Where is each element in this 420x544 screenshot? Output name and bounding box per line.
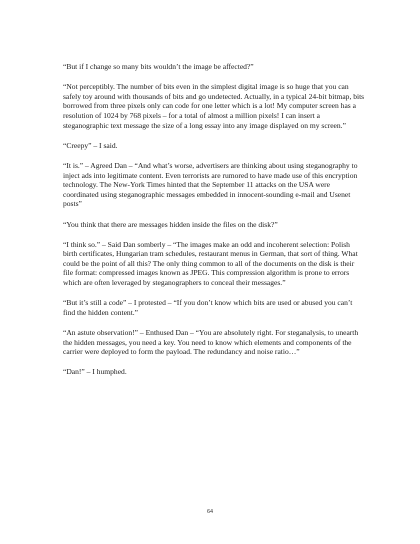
paragraph-6: “I think so.” – Said Dan somberly – “The images make an odd and incoherent selection: Polish birth certificates, Hungarian tram schedules, restaurant menus in German, that sort of thing. What could be the point of all this? The only thing common to all of the documents on the disk is their file format: compressed images known as JPEG. This compression algorithm is prone to errors which are often leveraged by steganographers to conceal their messages.”: [63, 239, 358, 288]
paragraph-2: “Not perceptibly. The number of bits even in the simplest digital image is so huge that you can safely toy around with thousands of bits and go undetected. Actually, in a typical 24-bit bitmap, bits borrowed from three pixels only can code for one letter which is a lot! My computer screen has a resolution of 1024 by 768 pixels – for a total of almost a million pixels! I can insert a steganographic text message the size of a long essay into any image displayed on my screen.”: [63, 82, 365, 130]
paragraph-3: “Creepy” – I said.: [63, 140, 118, 150]
paragraph-4: “It is.” – Agreed Dan – “And what’s worse, advertisers are thinking about using steganography to inject ads into legitimate content. Even terrorists are rumored to have made use of this encryption technology. The New-York Times hinted that the September 11 attacks on the USA were coordinated using steganographic messages embedded in innocent-sounding e-mail and Usenet posts”: [63, 160, 358, 209]
paragraph-1: “But if I change so many bits wouldn’t the image be affected?”: [63, 62, 254, 71]
page-number: 64: [206, 509, 214, 515]
body-text: [63, 62, 365, 388]
paragraph-7: “But it’s still a code” – I protested – “If you don’t know which bits are used or abused you can’t find the hidden content.”: [63, 298, 353, 317]
paragraph-5: “You think that there are messages hidden inside the files on the disk?”: [63, 219, 278, 229]
paragraph-9: “Dan!” – I humphed.: [63, 367, 127, 377]
paragraph-8: “An astute observation!” – Enthused Dan – “You are absolutely right. For steganalysis, to unearth the hidden messages, you need a key. You need to know which elements and components of the carrier were deployed to form the payload. The redundancy and noise ratio…”: [63, 328, 359, 357]
